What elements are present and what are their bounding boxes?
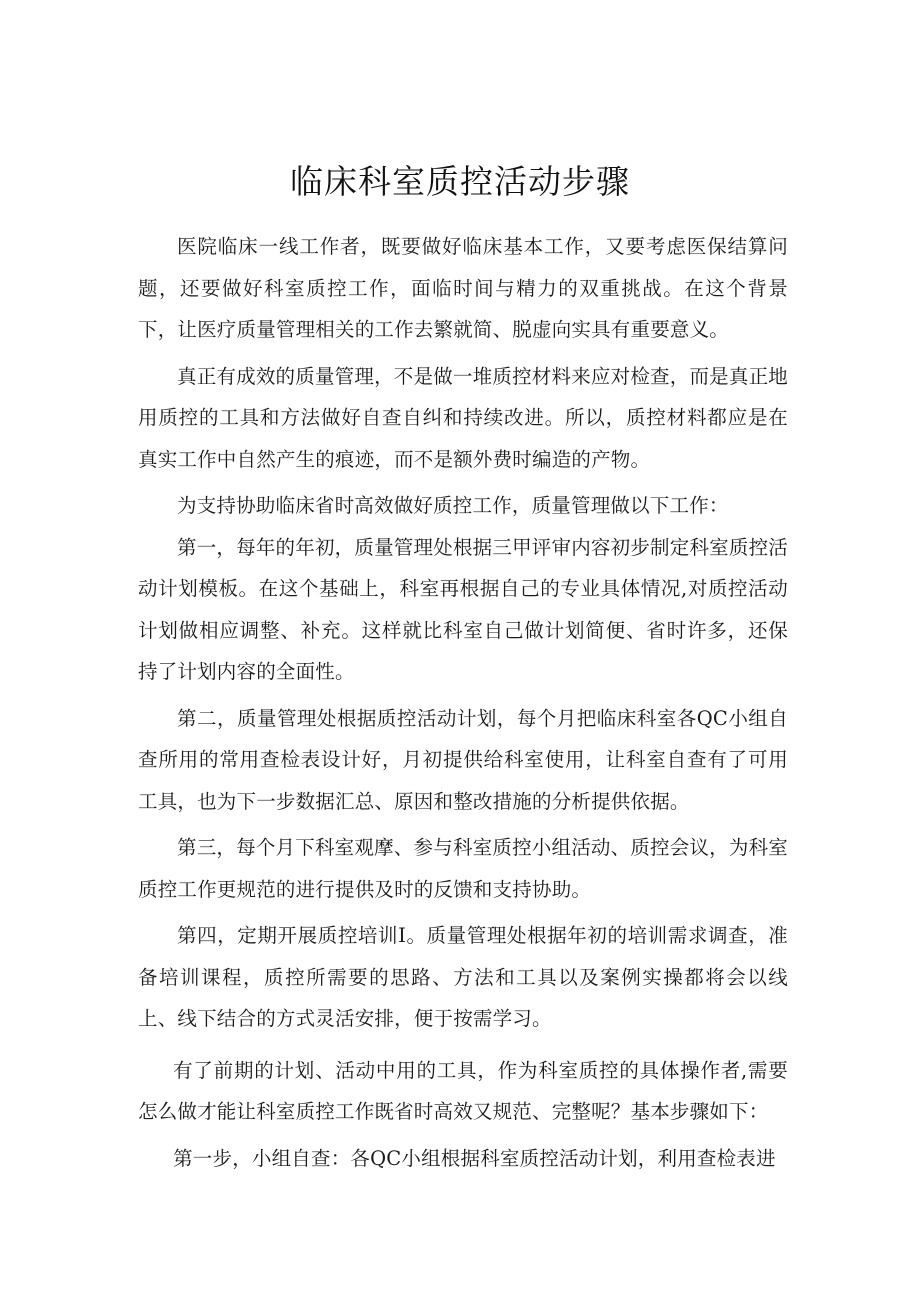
paragraph-support-lead: 为支持协助临床省时高效做好质控工作，质量管理做以下工作：: [177, 494, 729, 517]
paragraph-second: 第二，质量管理处根据质控活动计划，每个月把临床科室各QC小组自查所用的常用查检表设计好，月初提供给科室使用，让科室自查有了可用工具，也为下一步数据汇总、原因和整改措施的分析提供依据。: [138, 706, 788, 813]
paragraph-fourth: 第四，定期开展质控培训I。质量管理处根据年初的培训需求调查，准备培训课程，质控所需要的思路、方法和工具以及案例实操都将会以线上、线下结合的方式灵活安排，便于按需学习。: [138, 924, 788, 1030]
document-title: 临床科室质控活动步骤: [290, 162, 630, 201]
document-body: [138, 226, 788, 1184]
paragraph-step-one: 第一步，小组自查：各QC小组根据科室质控活动计划，利用查检表进: [173, 1146, 776, 1170]
paragraph-intro: 医院临床一线工作者，既要做好临床基本工作，又要考虑医保结算问题，还要做好科室质控工作，面临时间与精力的双重挑战。在这个背景下，让医疗质量管理相关的工作去繁就简、脱虚向实具有重要意义。: [138, 235, 788, 341]
paragraph-quality-management: 真正有成效的质量管理，不是做一堆质控材料来应对检查，而是真正地用质控的工具和方法做好自查自纠和持续改进。所以，质控材料都应是在真实工作中自然产生的痕迹，而不是额外费时编造的产物。: [138, 364, 788, 471]
paragraph-third: 第三，每个月下科室观摩、参与科室质控小组活动、质控会议，为科室质控工作更规范的进行提供及时的反馈和支持协助。: [138, 836, 788, 901]
paragraph-first: 第一，每年的年初，质量管理处根据三甲评审内容初步制定科室质控活动计划模板。在这个基础上，科室再根据自己的专业具体情况,对质控活动计划做相应调整、补充。这样就比科室自己做计划简便、省时许多，还保持了计划内容的全面性。: [138, 535, 788, 683]
paragraph-steps-intro: 有了前期的计划、活动中用的工具，作为科室质控的具体操作者,需要怎么做才能让科室质控工作既省时高效又规范、完整呢？基本步骤如下：: [138, 1058, 788, 1123]
